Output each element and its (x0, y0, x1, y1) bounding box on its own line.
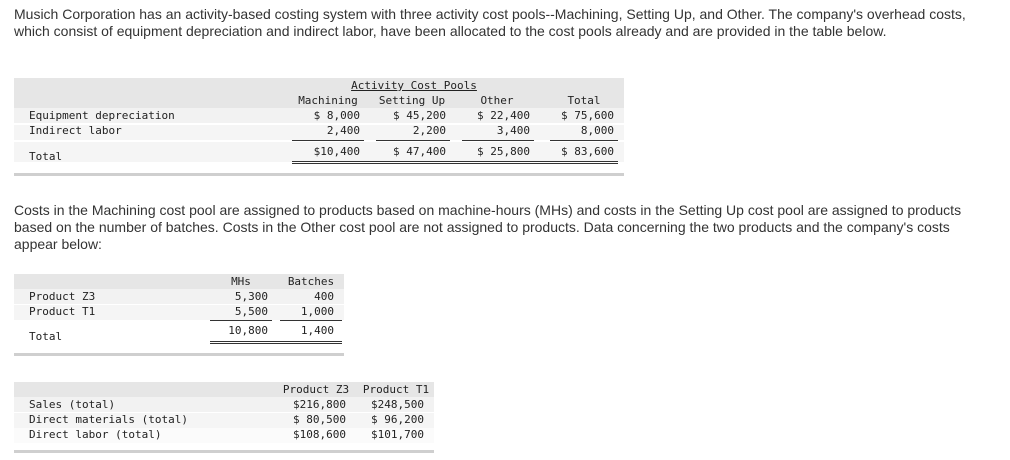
cell-batches-t1: 1,000 (300, 305, 334, 318)
row-label-product-z3: Product Z3 (29, 290, 96, 303)
row-label-product-t1: Product T1 (29, 305, 96, 318)
cell-sales-t1: $248,500 (371, 398, 424, 411)
col-header-total: Total (567, 94, 601, 107)
subtotal-rule-other (462, 140, 534, 141)
cell-mhs-z3: 5,300 (234, 290, 268, 303)
cell-machining-total: $10,400 (313, 145, 360, 158)
cell-total-total: $ 83,600 (561, 145, 614, 158)
col-header-batches: Batches (287, 275, 335, 288)
total-double-rule-1 (292, 161, 618, 162)
col-header-other: Other (480, 94, 514, 107)
cell-materials-z3: $ 80,500 (293, 413, 346, 426)
table-bottom-bar (14, 173, 624, 176)
cell-batches-z3: 400 (314, 290, 334, 303)
cell-machining-equipment: $ 8,000 (313, 109, 360, 122)
col-header-setting-up: Setting Up (378, 94, 446, 107)
products-activity-table (14, 274, 344, 360)
cell-setting-up-equipment: $ 45,200 (393, 109, 446, 122)
activity-cost-pools-table (14, 78, 624, 178)
table2-bottom-bar (14, 353, 344, 356)
col-header-mhs: MHs (231, 275, 251, 288)
cell-labor-z3: $108,600 (293, 428, 346, 441)
table3-bottom-bar (14, 450, 434, 453)
assignment-paragraph: Costs in the Machining cost pool are assigned to products based on machine-hours (MHs) and costs in the Setting Up cost pool are assigned to products based on the number of batches. Costs in the Other cost pool are not assigned to products. Data concerning the two products and the company's costs appear below: (14, 202, 962, 252)
row-label-equipment-depreciation: Equipment depreciation (29, 109, 175, 122)
total-double-rule-2b (210, 343, 342, 344)
row-label-sales: Sales (total) (29, 398, 116, 411)
cell-labor-t1: $101,700 (371, 428, 424, 441)
row-label-total-2: Total (29, 330, 63, 343)
total-double-rule-2a (210, 341, 342, 342)
cell-total-equipment: $ 75,600 (561, 109, 614, 122)
cell-batches-total: 1,400 (300, 324, 334, 337)
cell-other-indirect: 3,400 (496, 124, 530, 137)
cell-machining-indirect: 2,400 (326, 124, 360, 137)
group-header-activity-cost-pools: Activity Cost Pools (351, 79, 477, 92)
cell-sales-z3: $216,800 (293, 398, 346, 411)
subtotal-rule-batches (280, 320, 342, 321)
col-header-product-t1: Product T1 (362, 383, 430, 396)
cell-mhs-t1: 5,500 (234, 305, 268, 318)
cell-other-equipment: $ 22,400 (477, 109, 530, 122)
col-header-machining: Machining (298, 94, 358, 107)
row-label-direct-labor: Direct labor (total) (29, 428, 162, 441)
cell-mhs-total: 10,800 (228, 324, 268, 337)
cell-setting-up-total: $ 47,400 (393, 145, 446, 158)
intro-paragraph: Musich Corporation has an activity-based costing system with three activity cost pools--Machining, Setting Up, and Other. The company's overhead costs, which consist of equipment depreciation and indirect labor, have been allocated to the cost pools already and are provided in the table below. (14, 6, 966, 39)
row-label-indirect-labor: Indirect labor (29, 124, 122, 137)
subtotal-rule-mhs (210, 320, 272, 321)
subtotal-rule-total (550, 140, 618, 141)
subtotal-rule-machining (292, 140, 364, 141)
cell-other-total: $ 25,800 (477, 145, 530, 158)
row-label-total: Total (29, 150, 63, 163)
row-label-direct-materials: Direct materials (total) (29, 413, 188, 426)
cell-setting-up-indirect: 2,200 (412, 124, 446, 137)
product-costs-table (14, 382, 434, 460)
col-header-product-z3: Product Z3 (282, 383, 350, 396)
cell-materials-t1: $ 96,200 (371, 413, 424, 426)
total-double-rule-2 (292, 163, 618, 164)
cell-total-indirect: 8,000 (580, 124, 614, 137)
subtotal-rule-setting-up (376, 140, 450, 141)
